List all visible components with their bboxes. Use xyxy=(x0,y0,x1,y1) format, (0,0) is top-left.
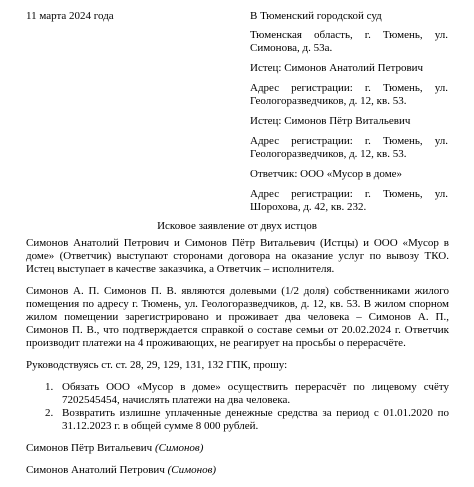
signature-line xyxy=(26,464,449,477)
requests-list xyxy=(26,381,449,433)
plaintiff-2-address: Адрес регистрации: г. Тюмень, ул. Геологоразведчиков, д. 12, кв. 53. xyxy=(250,135,448,160)
signer-signature: (Симонов) xyxy=(154,442,204,454)
paragraph-parties: Симонов Анатолий Петрович и Симонов Пётр Витальевич (Истцы) и ООО «Мусор в доме» (Ответчик) выступают сторонами договора на оказание услуг по вывозу ТКО. Истец выступает в качестве заказчика, а Ответчик – исполнителя. xyxy=(26,237,449,275)
paragraph-facts: Симонов А. П. Симонов П. В. являются долевыми (1/2 доля) собственниками жилого помещения по адресу г. Тюмень, ул. Геологоразведчиков, д. 12, кв. 53. В жилом спорном жилом помещении зарегистрировано и проживает два человека – Симонов А. П., Симонов П. В., что подтверждается справкой о составе семьи от 20.02.2024 г. Ответчик производит платежи на 4 проживающих, не реагирует на просьбы о перерасчёте. xyxy=(26,285,449,349)
plaintiff-2-label: Истец: Симонов Пётр Витальевич xyxy=(250,115,411,127)
plaintiff-1-address: Адрес регистрации: г. Тюмень, ул. Геологоразведчиков, д. 12, кв. 53. xyxy=(250,82,448,107)
plaintiff-1-label: Истец: Симонов Анатолий Петрович xyxy=(250,62,424,74)
paragraph-legal-basis: Руководствуясь ст. ст. 28, 29, 129, 131, 132 ГПК, прошу: xyxy=(26,359,288,371)
request-item: 1. Обязать ООО «Мусор в доме» осуществить перерасчёт по лицевому счёту 7202545454, начислять платежи на два человека. xyxy=(56,381,449,407)
defendant-address: Адрес регистрации: г. Тюмень, ул. Шорохова, д. 42, кв. 232. xyxy=(250,188,448,213)
document-title: Исковое заявление от двух истцов xyxy=(157,220,317,232)
addressee-block xyxy=(250,10,448,214)
document-date: 11 марта 2024 года xyxy=(26,10,114,22)
document-body xyxy=(26,237,449,486)
defendant-label: Ответчик: ООО «Мусор в доме» xyxy=(250,168,403,180)
signature-line xyxy=(26,442,449,455)
signer-name: Симонов Анатолий Петрович xyxy=(26,464,165,476)
court-address: Тюменская область, г. Тюмень, ул. Симонова, д. 53а. xyxy=(250,29,448,54)
request-item: 2. Возвратить излишне уплаченные денежные средства за период с 01.01.2020 по 31.12.2023 г. в общей сумме 8 000 рублей. xyxy=(56,407,449,433)
signer-signature: (Симонов) xyxy=(167,464,217,476)
court-name: В Тюменский городской суд xyxy=(250,10,382,22)
signer-name: Симонов Пётр Витальевич xyxy=(26,442,153,454)
